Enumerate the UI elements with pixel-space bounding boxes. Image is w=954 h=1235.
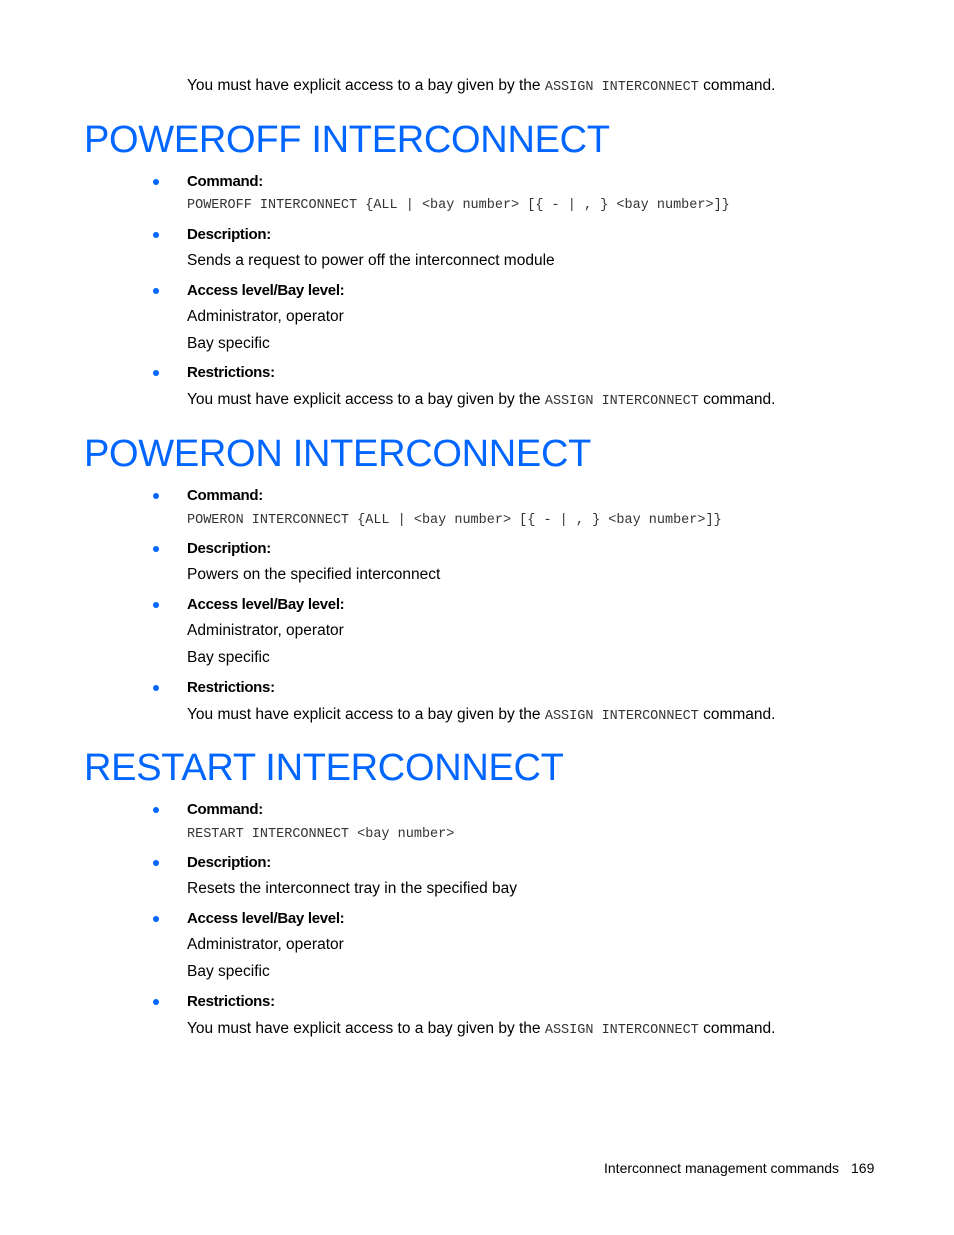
restrictions-code: ASSIGN INTERCONNECT — [544, 394, 699, 409]
description-label: Description: — [187, 854, 271, 871]
restrictions-text — [187, 1019, 775, 1041]
bullet-icon — [153, 807, 159, 813]
restrictions-code: ASSIGN INTERCONNECT — [544, 709, 699, 724]
access-level-text: Administrator, operator — [187, 936, 344, 953]
restrictions-text-before: You must have explicit access to a bay given by the — [187, 706, 545, 723]
description-text: Sends a request to power off the interconnect module — [187, 252, 555, 269]
bullet-icon — [153, 370, 159, 376]
description-text: Resets the interconnect tray in the specified bay — [187, 880, 517, 897]
section-title: POWERON INTERCONNECT — [84, 433, 592, 475]
restrictions-text-after: command. — [698, 1020, 776, 1037]
restrictions-text-before: You must have explicit access to a bay given by the — [187, 391, 545, 408]
bullet-icon — [153, 860, 159, 866]
bullet-icon — [153, 916, 159, 922]
restrictions-label: Restrictions: — [187, 993, 275, 1010]
page-footer — [604, 1158, 874, 1178]
bay-level-text: Bay specific — [187, 649, 270, 666]
command-label: Command: — [187, 487, 263, 504]
section-title: RESTART INTERCONNECT — [84, 747, 564, 789]
command-syntax: POWEROFF INTERCONNECT {ALL | <bay number> [{ - | , } <bay number>]} — [187, 198, 730, 213]
access-level-text: Administrator, operator — [187, 622, 344, 639]
bullet-icon — [153, 493, 159, 499]
page-number: 169 — [851, 1160, 875, 1176]
bay-level-text: Bay specific — [187, 963, 270, 980]
description-label: Description: — [187, 226, 271, 243]
restrictions-label: Restrictions: — [187, 679, 275, 696]
restrictions-text-before: You must have explicit access to a bay given by the — [187, 1020, 545, 1037]
section-title: POWEROFF INTERCONNECT — [84, 119, 610, 161]
description-label: Description: — [187, 540, 271, 557]
bullet-icon — [153, 546, 159, 552]
footer-section-name: Interconnect management commands — [604, 1160, 840, 1176]
intro-text-after: command. — [698, 77, 776, 94]
access-label: Access level/Bay level: — [187, 596, 345, 613]
intro-restriction-text — [187, 75, 775, 99]
access-level-text: Administrator, operator — [187, 308, 344, 325]
restrictions-code: ASSIGN INTERCONNECT — [544, 1023, 699, 1038]
description-text: Powers on the specified interconnect — [187, 566, 441, 583]
command-label: Command: — [187, 801, 263, 818]
bullet-icon — [153, 232, 159, 238]
intro-code: ASSIGN INTERCONNECT — [544, 80, 699, 95]
bullet-icon — [153, 288, 159, 294]
bay-level-text: Bay specific — [187, 335, 270, 352]
command-syntax: RESTART INTERCONNECT <bay number> — [187, 827, 455, 842]
bullet-icon — [153, 179, 159, 185]
command-syntax: POWERON INTERCONNECT {ALL | <bay number> [{ - | , } <bay number>]} — [187, 513, 722, 528]
bullet-icon — [153, 685, 159, 691]
bullet-icon — [153, 602, 159, 608]
restrictions-text-after: command. — [698, 706, 776, 723]
access-label: Access level/Bay level: — [187, 282, 345, 299]
restrictions-text — [187, 705, 775, 727]
restrictions-label: Restrictions: — [187, 364, 275, 381]
restrictions-text-after: command. — [698, 391, 776, 408]
command-label: Command: — [187, 173, 263, 190]
restrictions-text — [187, 390, 775, 412]
access-label: Access level/Bay level: — [187, 910, 345, 927]
bullet-icon — [153, 999, 159, 1005]
intro-text-before: You must have explicit access to a bay given by the — [187, 77, 545, 94]
